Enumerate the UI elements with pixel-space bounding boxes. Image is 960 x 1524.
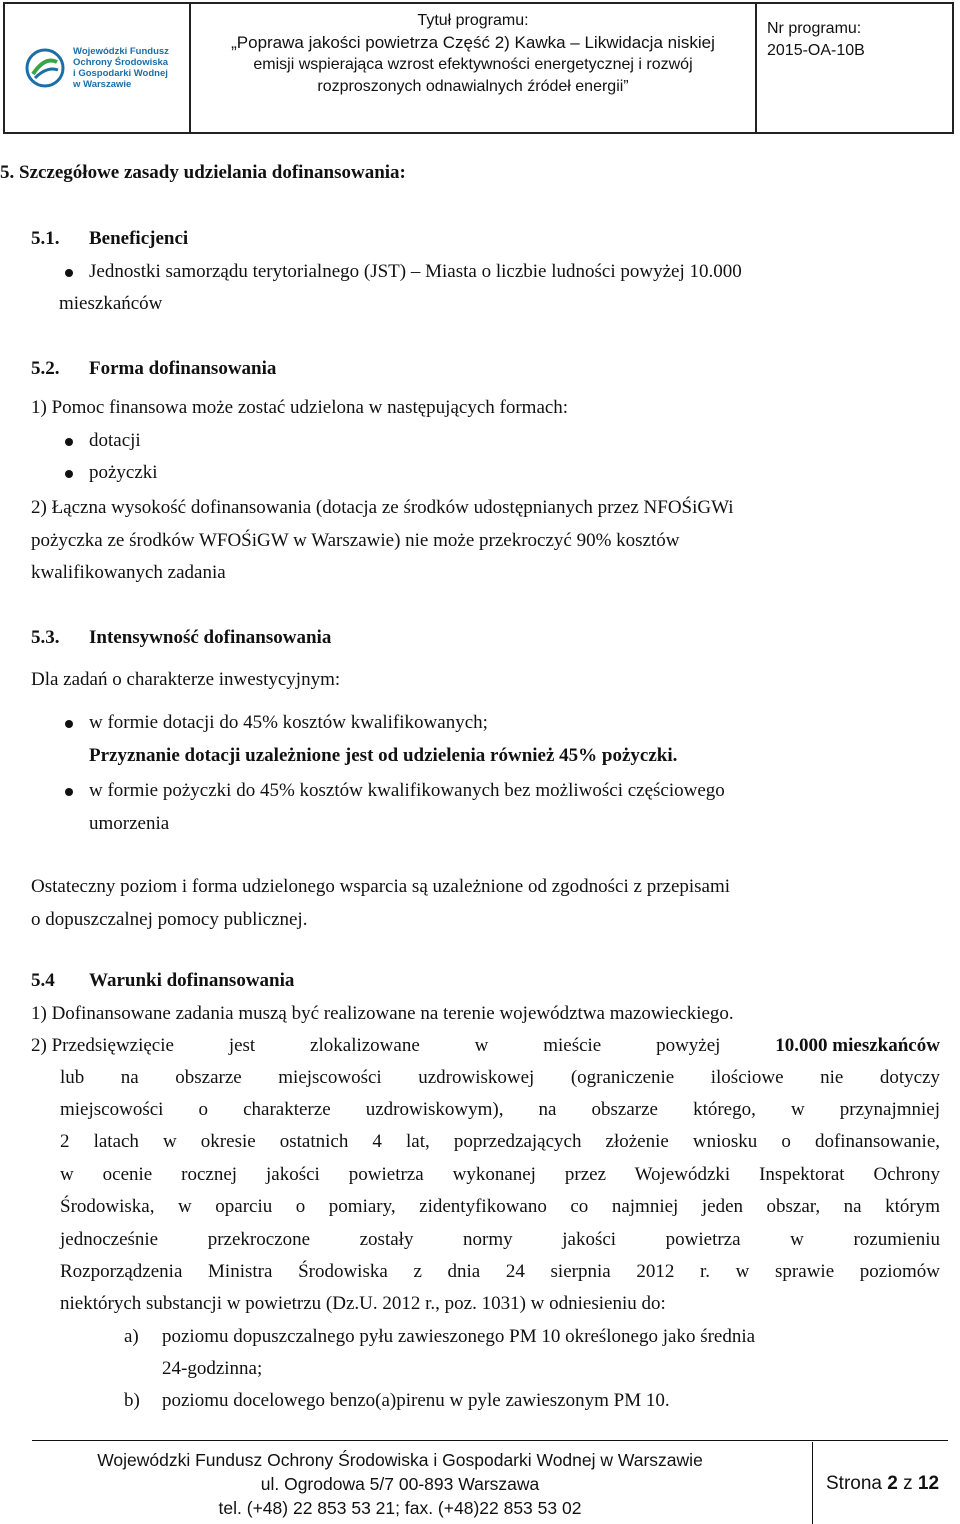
logo-emblem-icon [25,48,65,88]
intensity-grant: w formie dotacji do 45% kosztów kwalifikowanych; [89,712,488,733]
program-number-cell [757,4,952,132]
program-title-line-3: rozproszonych odnawialnych źródeł energii” [317,78,629,95]
wfosigw-logo [25,46,169,90]
bullet-icon [65,720,73,728]
intensity-loan-line-1: w formie pożyczki do 45% kosztów kwalifikowanych bez możliwości częściowego [89,780,725,801]
condition-2-line-1: 2) Przedsięwzięcie jest zlokalizowane w mieście powyżej 10.000 mieszkańców [31,1035,940,1056]
subitem-a-line-1: poziomu dopuszczalnego pyłu zawieszonego PM 10 określonego jako średnia [162,1326,756,1347]
section-5-2-title: Forma dofinansowania [89,358,277,379]
subitem-a-label: a) [124,1326,139,1347]
logo-text: Wojewódzki Fundusz Ochrony Środowiska i Gospodarki Wodnej w Warszawie [73,46,169,90]
program-title-label: Tytuł programu: [417,12,529,29]
condition-2-line-4: 2 latach w okresie ostatnich 4 lat, poprzedzających złożenie wniosku o dofinansowanie, [60,1131,940,1152]
beneficiary-line-1: Jednostki samorządu terytorialnego (JST) – Miasta o liczbie ludności powyżej 10.000 [89,261,742,282]
program-number-value: 2015-OA-10B [767,42,865,59]
final-note-line-1: Ostateczny poziom i forma udzielonego wsparcia są uzależnione od zgodności z przepisami [31,876,731,897]
footer-contact: tel. (+48) 22 853 53 21; fax. (+48)22 853 53 02 [218,1498,582,1518]
page-header [3,2,954,134]
program-title-cell [191,4,757,132]
funding-form-grant: dotacji [89,430,141,451]
total-funding-line-3: kwalifikowanych zadania [31,562,226,583]
bullet-icon [65,438,73,446]
condition-1: 1) Dofinansowane zadania muszą być realizowane na terenie województwa mazowieckiego. [31,1003,734,1024]
logo-cell [5,4,191,132]
section-5-3-title: Intensywność dofinansowania [89,627,332,648]
bullet-icon [65,788,73,796]
subitem-a-line-2: 24-godzinna; [162,1358,263,1379]
program-title-line-2: emisji wspierająca wzrost efektywności energetycznej i rozwój [253,56,693,73]
section-5-3-number: 5.3. [31,627,60,648]
condition-2-line-9: niektórych substancji w powietrzu (Dz.U. 2012 r., poz. 1031) w odniesieniu do: [60,1293,666,1314]
intensity-grant-condition: Przyznanie dotacji uzależnione jest od udzielenia również 45% pożyczki. [89,745,678,766]
intensity-loan-line-2: umorzenia [89,813,170,834]
condition-2-line-7: jednocześnie przekroczone zostały normy jakości powietrza w rozumieniu [60,1229,940,1250]
footer-address: ul. Ogrodowa 5/7 00-893 Warszawa [260,1474,540,1494]
page-number: Strona 2 z 12 [826,1473,940,1494]
footer-org-name: Wojewódzki Fundusz Ochrony Środowiska i Gospodarki Wodnej w Warszawie [97,1450,703,1470]
condition-2-line-6: Środowiska, w oparciu o pomiary, zidentyfikowano co najmniej jeden obszar, na którym [60,1196,940,1217]
section-5-4-number: 5.4 [31,970,55,991]
bullet-icon [65,470,73,478]
condition-2-line-5: w ocenie rocznej jakości powietrza wykonanej przez Wojewódzki Inspektorat Ochrony [60,1164,940,1185]
intensity-intro: Dla zadań o charakterze inwestycyjnym: [31,669,341,690]
condition-2-line-2: lub na obszarze miejscowości uzdrowiskowej (ograniczenie ilościowe nie dotyczy [60,1067,940,1088]
section-5-1-title: Beneficjenci [89,228,189,249]
funding-form-intro: 1) Pomoc finansowa może zostać udzielona w następujących formach: [31,397,569,418]
page-footer [0,1448,800,1520]
footer-divider [32,1440,948,1441]
section-5-1-number: 5.1. [31,228,60,249]
subitem-b-label: b) [124,1390,140,1411]
program-number-label: Nr programu: [767,20,862,37]
funding-form-loan: pożyczki [89,462,158,483]
total-funding-line-1: 2) Łączna wysokość dofinansowania (dotacja ze środków udostępnianych przez NFOŚiGWi [31,497,734,518]
section-5-2-number: 5.2. [31,358,60,379]
section-5-heading: 5. Szczegółowe zasady udzielania dofinansowania: [0,162,406,183]
condition-2-line-3: miejscowości o charakterze uzdrowiskowym), na obszarze którego, w przynajmniej [60,1099,940,1120]
condition-2-line-8: Rozporządzenia Ministra Środowiska z dnia 24 sierpnia 2012 r. w sprawie poziomów [60,1261,940,1282]
bullet-icon [65,269,73,277]
program-title-line-1: „Poprawa jakości powietrza Część 2) Kawka – Likwidacja niskiej [231,33,715,52]
subitem-b-line-1: poziomu docelowego benzo(a)pirenu w pyle zawieszonym PM 10. [162,1390,670,1411]
total-funding-line-2: pożyczka ze środków WFOŚiGW w Warszawie) nie może przekroczyć 90% kosztów [31,530,680,551]
section-5-4-title: Warunki dofinansowania [89,970,295,991]
final-note-line-2: o dopuszczalnej pomocy publicznej. [31,909,308,930]
footer-vertical-divider [812,1442,813,1524]
beneficiary-line-2: mieszkańców [59,293,163,314]
